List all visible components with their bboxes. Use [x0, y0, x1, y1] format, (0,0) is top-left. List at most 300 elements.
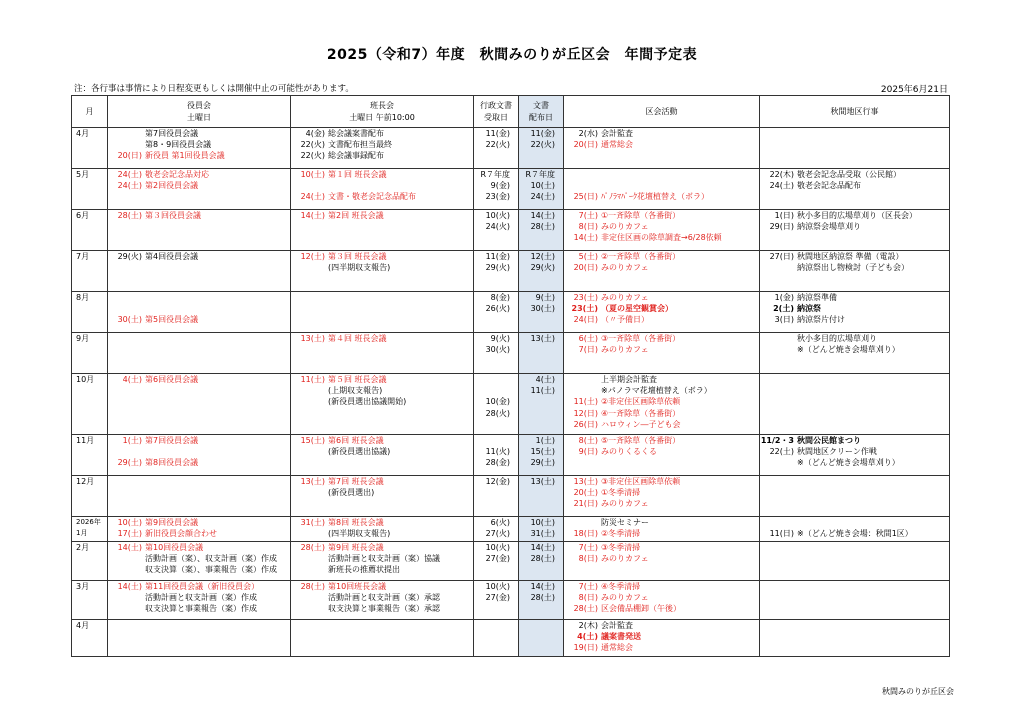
district-activities-cell: [564, 435, 760, 476]
entry-date: [510, 435, 512, 446]
entry-line: [760, 446, 949, 457]
entry-line: [564, 408, 759, 419]
entry-line: [564, 139, 759, 150]
entry-date: 11(日): [769, 529, 794, 539]
entry-line: [108, 564, 290, 575]
entry-date: 28(土): [530, 593, 555, 603]
entry-date: [760, 457, 796, 468]
entry-line: [519, 446, 563, 457]
entry-line: [474, 396, 518, 407]
admin-receive-cell: [474, 251, 519, 292]
admin-receive-cell: [474, 374, 519, 435]
entry-text: 第5回役員会議: [145, 315, 199, 325]
entry-date: 11(火): [485, 447, 510, 457]
entry-line: [519, 333, 563, 344]
entry-date: 1(土): [122, 436, 142, 445]
entry-text: 納涼祭準備: [797, 293, 837, 302]
entry-line: [474, 446, 518, 457]
entry-text: 納涼祭片付け: [797, 315, 845, 325]
entry-text: 活動計画と収支計画（案）作成: [145, 593, 257, 603]
district-activities-cell: [564, 251, 760, 292]
entry-date: [510, 385, 512, 396]
entry-date: 24(土): [769, 181, 794, 191]
table-row: [72, 292, 950, 333]
entry-text: ③非定住区画除草依頼: [601, 477, 681, 486]
entry-date: [564, 180, 600, 191]
entry-date: 27(金): [485, 593, 510, 603]
entry-date: 7(土): [578, 211, 598, 220]
entry-text: （夏の星空観賞会）: [601, 304, 673, 314]
entry-line: [519, 374, 563, 385]
entry-date: 28(金): [485, 458, 510, 468]
entry-date: [760, 333, 796, 344]
entry-date: 10(土): [530, 181, 555, 191]
entry-date: 14(土): [530, 582, 555, 591]
entry-date: 10(土): [300, 170, 325, 179]
entry-line: [474, 344, 518, 355]
entry-text: 文書配布担当最終: [328, 140, 392, 150]
entry-date: 22(火): [485, 140, 510, 150]
entry-line: [291, 542, 473, 553]
entry-text: 第7回 班長会議: [328, 477, 384, 486]
entry-date: 12(金): [485, 477, 510, 486]
entry-line: [108, 150, 290, 161]
entry-line: [474, 517, 518, 528]
admin-receive-cell: [474, 435, 519, 476]
entry-text: 敬老会記念品配布: [797, 181, 861, 191]
entry-date: 5(土): [578, 252, 598, 261]
entry-text: 第10回役員会議: [145, 543, 204, 552]
table-row: [72, 251, 950, 292]
entry-line: [564, 642, 759, 653]
entry-date: 8(金): [490, 293, 510, 302]
entry-line: [108, 457, 290, 468]
doc-distribution-cell: [519, 169, 564, 210]
entry-date: 29(火): [530, 263, 555, 273]
entry-line: [564, 303, 759, 314]
entry-date: 4(金): [305, 129, 325, 138]
entry-text: 納涼祭会場草刈り: [797, 222, 861, 232]
group-leaders-cell: [291, 476, 474, 517]
entry-date: 10(土): [117, 518, 142, 527]
table-row: [72, 169, 950, 210]
entry-text: みのりカフェ: [601, 345, 649, 355]
entry-date: [291, 603, 327, 614]
officers-meeting-cell: [108, 128, 291, 169]
entry-date: 29(火): [117, 252, 142, 261]
entry-line: [291, 592, 473, 603]
entry-text: 収支決算（案）、事業報告（案）作成: [145, 565, 277, 575]
entry-date: 10(火): [485, 211, 510, 220]
month-cell: 8月: [72, 292, 108, 333]
entry-date: 24(土): [117, 181, 142, 191]
entry-date: 9(金): [490, 181, 510, 191]
entry-date: 11(土): [573, 397, 598, 407]
entry-text: 第7回役員会議: [145, 129, 199, 138]
entry-line: [291, 564, 473, 575]
entry-text: (新役員選出): [328, 488, 375, 498]
entry-date: [510, 374, 512, 385]
admin-receive-cell: [474, 169, 519, 210]
entry-text: 区会備品棚卸（午後）: [601, 604, 681, 614]
entry-line: [291, 553, 473, 564]
entry-date: 11(土): [300, 375, 325, 384]
entry-line: [564, 487, 759, 498]
officers-meeting-cell: [108, 542, 291, 581]
entry-line: [108, 592, 290, 603]
entry-date: 1(日): [774, 211, 794, 220]
entry-text: 収支決算と事業報告（案）承認: [328, 604, 440, 614]
month-cell: 10月: [72, 374, 108, 435]
entry-date: 4(土): [577, 632, 598, 642]
district-activities-cell: [564, 620, 760, 657]
akima-events-cell: [760, 292, 950, 333]
group-leaders-cell: [291, 251, 474, 292]
entry-date: [760, 262, 796, 273]
entry-date: 4(土): [122, 375, 142, 384]
entry-date: 10(金): [485, 397, 510, 407]
entry-date: 9(土): [535, 293, 555, 302]
entry-date: 29(日): [769, 222, 794, 232]
entry-line: [564, 517, 759, 528]
district-activities-cell: [564, 374, 760, 435]
entry-date: 28(土): [530, 222, 555, 232]
entry-line: [108, 435, 290, 446]
entry-date: 30(火): [485, 345, 510, 355]
entry-line: [760, 333, 949, 344]
entry-text: ※（どんど焼き会場草刈り）: [797, 458, 900, 468]
entry-line: [474, 457, 518, 468]
entry-date: 7(日): [578, 345, 598, 355]
entry-line: [760, 303, 949, 314]
entry-date: 2(土): [773, 304, 794, 314]
entry-line: [519, 221, 563, 232]
entry-line: [760, 262, 949, 273]
entry-text: ④一斉除草（各番街）: [601, 408, 681, 418]
entry-date: 15(土): [530, 447, 555, 457]
entry-date: 13(土): [530, 477, 555, 486]
entry-line: [564, 333, 759, 344]
entry-line: [474, 333, 518, 344]
entry-text: ②一斉除草（各番街）: [601, 252, 681, 261]
entry-date: 27(金): [485, 554, 510, 564]
month-cell: 12月: [72, 476, 108, 517]
akima-events-cell: [760, 435, 950, 476]
entry-line: [474, 180, 518, 191]
akima-events-cell: [760, 169, 950, 210]
entry-text: ④冬季清掃: [601, 582, 641, 591]
entry-date: 6(火): [490, 518, 510, 527]
entry-text: （〃予備日）: [601, 315, 649, 325]
admin-receive-cell: [474, 128, 519, 169]
officers-meeting-cell: [108, 292, 291, 333]
entry-date: 24(土): [530, 192, 555, 202]
entry-text: ③一斉除草（各番街）: [601, 334, 681, 343]
entry-date: 15(土): [300, 436, 325, 445]
entry-line: [519, 517, 563, 528]
entry-date: 24(土): [300, 192, 325, 202]
entry-date: 10(土): [530, 518, 555, 527]
doc-distribution-cell: [519, 581, 564, 620]
entry-line: [564, 476, 759, 487]
table-row: [72, 581, 950, 620]
entry-date: 29(土): [117, 458, 142, 468]
admin-receive-cell: [474, 210, 519, 251]
table-row: [72, 620, 950, 657]
entry-date: [108, 292, 144, 303]
entry-text: ※（どんど焼き会場草刈り）: [797, 345, 900, 355]
entry-line: [564, 128, 759, 139]
entry-line: [519, 581, 563, 592]
entry-line: [519, 210, 563, 221]
akima-events-cell: [760, 542, 950, 581]
month-cell: 2026年 1月: [72, 517, 108, 542]
header-district-activities: 区会活動: [564, 96, 760, 128]
entry-date: [760, 517, 796, 528]
entry-date: 11(金): [485, 129, 510, 138]
group-leaders-cell: [291, 374, 474, 435]
entry-date: 22(火): [530, 140, 555, 150]
entry-line: [519, 303, 563, 314]
entry-date: 22(土): [769, 447, 794, 457]
entry-text: みのりカフェ: [601, 263, 649, 273]
entry-line: [519, 180, 563, 191]
entry-line: [108, 528, 290, 539]
entry-text: 通常総会: [601, 643, 633, 653]
entry-text: 秋間地区クリーン作戦: [797, 447, 877, 457]
entry-line: [519, 542, 563, 553]
entry-line: [291, 385, 473, 396]
entry-line: [760, 251, 949, 262]
table-row: [72, 476, 950, 517]
entry-date: [291, 564, 327, 575]
entry-text: みのりカフェ: [601, 499, 649, 509]
entry-line: [108, 210, 290, 221]
entry-line: [564, 374, 759, 385]
entry-date: 6(土): [578, 334, 598, 343]
akima-events-cell: [760, 476, 950, 517]
doc-distribution-cell: [519, 435, 564, 476]
entry-line: [760, 221, 949, 232]
table-row: [72, 374, 950, 435]
entry-text: 秋小多目的広場草刈り: [797, 334, 877, 343]
table-row: [72, 333, 950, 374]
entry-line: [519, 128, 563, 139]
entry-text: [144, 292, 290, 303]
entry-line: [564, 592, 759, 603]
entry-text: ※パノラマ花壇植替え（ボラ）: [601, 386, 712, 396]
entry-date: 26(火): [485, 304, 510, 314]
table-row: [72, 542, 950, 581]
entry-text: みのりカフェ: [601, 554, 649, 564]
group-leaders-cell: [291, 128, 474, 169]
entry-date: 11(土): [530, 386, 555, 396]
doc-distribution-cell: [519, 210, 564, 251]
entry-text: ハロウィン―子ども会: [601, 419, 681, 429]
entry-line: [564, 314, 759, 325]
entry-text: 新役員 第1回役員会議: [145, 151, 225, 161]
disclaimer-note: 注：各行事は事情により日程変更もしくは開催中止の可能性があります。: [74, 84, 354, 94]
doc-distribution-cell: [519, 292, 564, 333]
header-akima-events: 秋間地区行事: [760, 96, 950, 128]
entry-text: 第４回 班長会議: [328, 334, 387, 343]
entry-text: 第6回 班長会議: [328, 436, 384, 445]
doc-distribution-cell: [519, 374, 564, 435]
month-cell: 6月: [72, 210, 108, 251]
entry-date: [291, 487, 327, 498]
table-row: [72, 435, 950, 476]
entry-line: [519, 592, 563, 603]
entry-date: 10(火): [485, 543, 510, 552]
entry-text: 第５回 班長会議: [328, 375, 387, 384]
entry-text: 防災セミナー: [601, 518, 649, 527]
entry-text: みのりカフェ: [601, 222, 649, 232]
entry-text: みのりくるくる: [601, 447, 657, 457]
entry-date: [108, 553, 144, 564]
entry-line: [291, 210, 473, 221]
entry-date: 20(土): [573, 488, 598, 498]
group-leaders-cell: [291, 542, 474, 581]
entry-date: 14(土): [573, 233, 598, 243]
entry-line: [108, 139, 290, 150]
entry-line: [108, 303, 290, 314]
entry-text: [327, 180, 473, 191]
entry-line: [474, 128, 518, 139]
entry-line: [760, 314, 949, 325]
entry-line: [291, 262, 473, 273]
entry-text: (上期収支報告): [328, 386, 383, 396]
entry-line: [564, 232, 759, 243]
entry-line: [474, 435, 518, 446]
entry-date: 22(火): [300, 140, 325, 150]
group-leaders-cell: [291, 581, 474, 620]
entry-line: [474, 553, 518, 564]
officers-meeting-cell: [108, 620, 291, 657]
entry-date: 21(日): [573, 499, 598, 509]
entry-line: [108, 314, 290, 325]
akima-events-cell: [760, 620, 950, 657]
month-cell: 5月: [72, 169, 108, 210]
entry-line: [564, 210, 759, 221]
entry-text: 第9回役員会議: [145, 518, 199, 527]
entry-text: ①一斉除草（各番街）: [601, 211, 681, 220]
entry-line: [564, 603, 759, 614]
entry-line: [474, 139, 518, 150]
entry-line: [108, 581, 290, 592]
district-activities-cell: [564, 169, 760, 210]
header-doc-distribution: 文書 配布日: [519, 96, 564, 128]
entry-line: [760, 180, 949, 191]
entry-line: [291, 139, 473, 150]
entry-date: [760, 344, 796, 355]
entry-line: [474, 592, 518, 603]
entry-line: [519, 292, 563, 303]
officers-meeting-cell: [108, 210, 291, 251]
entry-date: 31(土): [300, 518, 325, 527]
entry-date: 23(土): [571, 304, 598, 314]
entry-text: 議案書発送: [601, 632, 641, 642]
entry-date: 8(土): [578, 436, 598, 445]
admin-receive-cell: [474, 620, 519, 657]
entry-date: [108, 128, 144, 139]
entry-text: ⑤一斉除草（各番街）: [601, 436, 681, 445]
entry-line: [291, 476, 473, 487]
entry-line: [760, 517, 949, 528]
entry-date: R７年度: [480, 170, 510, 179]
entry-date: 22(火): [300, 151, 325, 161]
entry-line: [291, 396, 473, 407]
entry-line: [474, 292, 518, 303]
entry-date: 14(土): [117, 543, 142, 552]
entry-date: 14(土): [300, 211, 325, 220]
entry-text: 秋間公民館まつり: [797, 436, 861, 445]
entry-line: [564, 385, 759, 396]
entry-date: 14(土): [530, 211, 555, 220]
entry-date: 24(土): [117, 170, 142, 179]
entry-date: 11(金): [485, 252, 510, 261]
entry-text: 会計監査: [601, 621, 633, 630]
entry-line: [474, 169, 518, 180]
entry-date: 7(土): [578, 582, 598, 591]
entry-date: 30(土): [530, 304, 555, 314]
entry-line: [474, 251, 518, 262]
akima-events-cell: [760, 210, 950, 251]
entry-text: 活動計画（案）、収支計画（案）作成: [145, 554, 277, 564]
entry-text: (新役員選出協議): [328, 447, 391, 457]
entry-line: [291, 435, 473, 446]
entry-line: [291, 528, 473, 539]
doc-distribution-cell: [519, 251, 564, 292]
group-leaders-cell: [291, 517, 474, 542]
officers-meeting-cell: [108, 374, 291, 435]
entry-line: [564, 396, 759, 407]
entry-line: [474, 476, 518, 487]
entry-line: [519, 385, 563, 396]
entry-text: [600, 169, 759, 180]
table-row: [72, 128, 950, 169]
entry-line: [564, 631, 759, 642]
entry-line: [564, 581, 759, 592]
entry-line: [564, 620, 759, 631]
entry-date: [291, 262, 327, 273]
entry-date: 14(土): [530, 543, 555, 552]
entry-text: 上半期会計監査: [601, 375, 657, 384]
entry-line: [108, 517, 290, 528]
entry-line: [291, 374, 473, 385]
footer-organization: 秋間みのりが丘区会: [882, 687, 954, 696]
entry-date: [564, 374, 600, 385]
entry-line: [291, 446, 473, 457]
entry-date: [291, 396, 327, 407]
district-activities-cell: [564, 476, 760, 517]
entry-date: [108, 564, 144, 575]
entry-date: 28(土): [300, 582, 325, 591]
entry-date: 25(日): [573, 192, 598, 202]
group-leaders-cell: [291, 333, 474, 374]
entry-line: [108, 603, 290, 614]
document-date: 2025年6月21日: [880, 85, 948, 95]
district-activities-cell: [564, 542, 760, 581]
entry-text: 会計監査: [601, 129, 633, 138]
entry-date: 30(土): [117, 315, 142, 325]
entry-line: [519, 191, 563, 202]
district-activities-cell: [564, 128, 760, 169]
entry-date: [108, 303, 144, 314]
entry-text: 第３回役員会議: [145, 211, 201, 220]
entry-text: ※（どんど焼き会場：秋間1区）: [797, 529, 913, 539]
entry-date: [108, 592, 144, 603]
entry-line: [564, 498, 759, 509]
